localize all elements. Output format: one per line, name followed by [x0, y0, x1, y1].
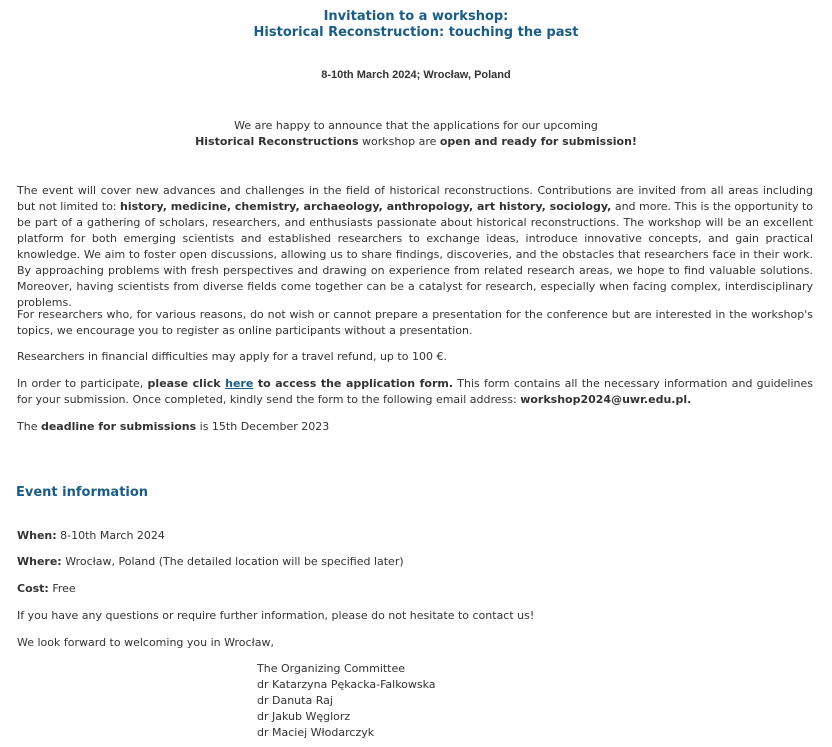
deadline-label: deadline for submissions [40, 420, 197, 433]
deadline-date: is 15th December 2023 [196, 420, 330, 433]
where-line: Where: Wrocław, Poland (The detailed location will be specified later) [17, 555, 404, 568]
committee-member: dr Danuta Raj [257, 694, 333, 707]
title-line-2: Historical Reconstruction: touching the past [253, 25, 579, 40]
description-paragraph: The event will cover new advances and challenges in the field of historical reconstructions. Contributions are invited from all areas including but not limited to: history, medicine, chemistry, archaeology, anthropology, art history, sociology, and more. This is the opportunity to be part of a gathering of scholars, researchers, and enthusiasts passionate about historical reconstructions. The workshop will be an excellent platform for both emerging scientists and established researchers to exchange ideas, introduce innovative concepts, and gain practical knowledge. We aim to foster open discussions, allowing us to share findings, discoveries, and the obstacles that researchers face in their work. By approaching problems with fresh perspectives and drawing on experience from related research areas, we hope to find valuable solutions. Moreover, having scientists from diverse fields come together can be a catalyst for research, especially when facing complex, interdisciplinary problems. [17, 184, 814, 309]
contact-email: workshop2024@uwr.edu.pl. [520, 393, 692, 406]
workshop-name: Historical Reconstructions [195, 135, 359, 148]
online-participation-paragraph: For researchers who, for various reasons, do not wish or cannot prepare a presentation for the conference but are interested in the workshop's topics, we encourage you to register as online participants without a presentation. [17, 308, 813, 337]
announcement-line-1: We are happy to announce that the applications for our upcoming [234, 119, 598, 132]
cost-line: Cost: Free [17, 582, 76, 595]
page-title [0, 9, 832, 41]
committee-member: dr Katarzyna Pękacka-Falkowska [257, 678, 436, 691]
when-line: When: 8-10th March 2024 [17, 529, 165, 542]
travel-refund-paragraph: Researchers in financial difficulties may apply for a travel refund, up to 100 €. [17, 350, 447, 363]
committee-member: dr Maciej Włodarczyk [257, 726, 375, 739]
closing-line: We look forward to welcoming you in Wrocław, [17, 636, 274, 649]
title-line-1: Invitation to a workshop: [323, 9, 509, 24]
signature-block [257, 661, 436, 741]
event-dateline: 8-10th March 2024; Wrocław, Poland [321, 69, 511, 81]
event-info-heading: Event information [16, 485, 149, 500]
announcement [0, 118, 832, 150]
committee-name: The Organizing Committee [257, 662, 406, 675]
topics-list: history, medicine, chemistry, archaeology, anthropology, art history, sociology, [120, 200, 612, 213]
contact-line: If you have any questions or require further information, please do not hesitate to contact us! [17, 609, 535, 622]
open-status: open and ready for submission! [439, 135, 637, 148]
committee-member: dr Jakub Węglorz [257, 710, 351, 723]
application-form-link[interactable]: here [225, 377, 254, 390]
deadline-paragraph: The deadline for submissions is 15th December 2023 [17, 420, 330, 433]
application-paragraph: In order to participate, please click here to access the application form. This form contains all the necessary information and guidelines for your submission. Once completed, kindly send the form to the following email address: workshop2024@uwr.edu.pl. [17, 377, 814, 406]
announcement-line-2: Historical Reconstructions workshop are open and ready for submission! [195, 135, 637, 148]
